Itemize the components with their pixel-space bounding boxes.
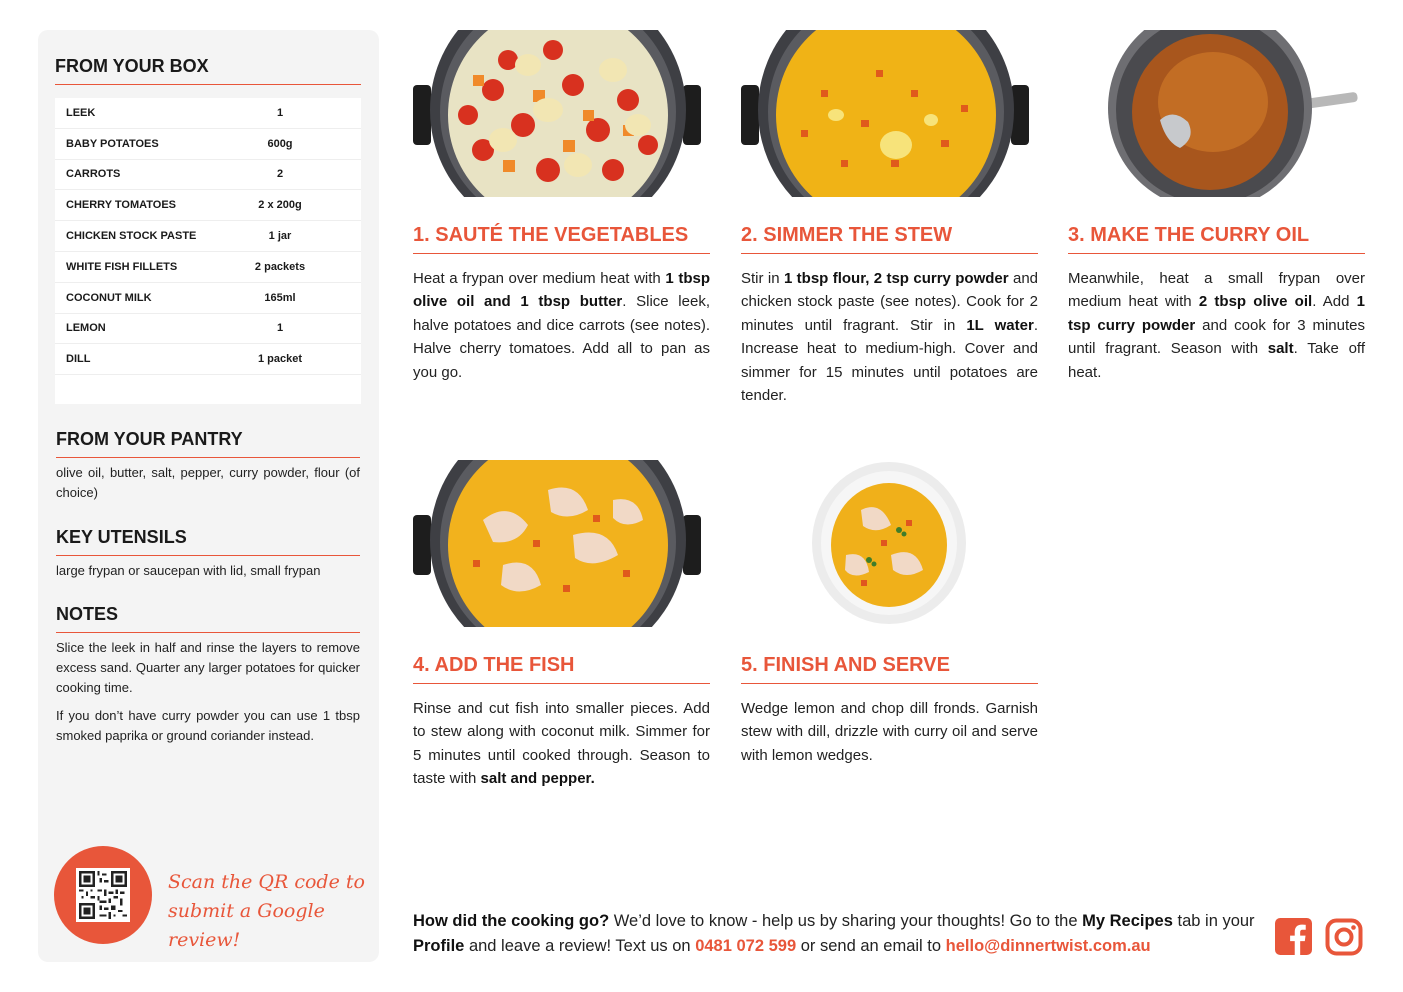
ingredient-name: CARROTS bbox=[66, 168, 121, 181]
qr-caption-line-2: submit a Google review! bbox=[168, 900, 325, 951]
ingredient-qty: 2 x 200g bbox=[258, 199, 302, 212]
step-3-text bbox=[1068, 267, 1365, 384]
step-4-text-part: Rinse and cut fish into smaller pieces. Add to stew along with coconut milk. Simmer for 5 minutes until cooked through. Season to taste with bbox=[413, 700, 710, 788]
my-recipes-link: My Recipes bbox=[1082, 912, 1173, 930]
footer-text-part: or send an email to bbox=[796, 937, 946, 955]
table-row bbox=[55, 344, 361, 375]
ingredient-name: CHERRY TOMATOES bbox=[66, 199, 177, 212]
ingredients-table bbox=[55, 98, 361, 404]
ingredient-name: LEMON bbox=[66, 322, 106, 335]
step-1-text bbox=[413, 267, 710, 384]
footer-review-text bbox=[413, 909, 1258, 959]
step-2-text bbox=[741, 267, 1038, 407]
table-row bbox=[55, 314, 361, 345]
ingredient-qty: 165ml bbox=[264, 291, 296, 304]
step-2-heading: 2. SIMMER THE STEW bbox=[741, 224, 1038, 254]
ingredient-name: DILL bbox=[66, 353, 91, 366]
step-2-text-part: and chicken stock paste (see notes). Cook for 2 minutes until fragrant. Stir in bbox=[741, 270, 1038, 334]
qr-caption-line-1: Scan the QR code to bbox=[168, 871, 365, 893]
table-row bbox=[55, 190, 361, 221]
step-3-photo bbox=[1068, 30, 1365, 197]
ingredient-qty: 1 jar bbox=[268, 230, 292, 243]
step-2-text-part: . Increase heat to medium-high. Cover and simmer for 15 minutes until potatoes are tender. bbox=[741, 316, 1038, 405]
step-3-text-part: Meanwhile, heat a small frypan over medium heat with bbox=[1068, 270, 1365, 311]
step-5-photo bbox=[741, 460, 1038, 627]
table-row bbox=[55, 283, 361, 314]
step-3-bold: 1 tsp curry powder bbox=[1068, 293, 1365, 334]
ingredient-qty: 1 bbox=[276, 322, 284, 335]
ingredient-name: WHITE FISH FILLETS bbox=[66, 260, 178, 273]
ingredient-qty: 600g bbox=[267, 137, 293, 150]
profile-link: Profile bbox=[413, 937, 465, 955]
table-row bbox=[55, 98, 361, 129]
ingredient-name: CHICKEN STOCK PASTE bbox=[66, 230, 197, 243]
email-link[interactable]: hello@dinnertwist.com.au bbox=[945, 937, 1151, 955]
step-1-text-part: Heat a frypan over medium heat with bbox=[413, 270, 666, 287]
step-1-heading: 1. SAUTÉ THE VEGETABLES bbox=[413, 224, 710, 254]
ingredient-qty: 1 packet bbox=[257, 353, 303, 366]
facebook-icon[interactable] bbox=[1275, 918, 1313, 956]
notes-paragraph-1: Slice the leek in half and rinse the layers to remove excess sand. Quarter any larger potatoes for quicker cooking time. bbox=[56, 640, 360, 695]
table-row bbox=[55, 252, 361, 283]
step-1-bold: 1 tbsp olive oil and 1 tbsp butter bbox=[413, 270, 710, 311]
step-3-text-part: . Take off heat. bbox=[1068, 340, 1365, 381]
ingredient-qty: 2 packets bbox=[254, 260, 306, 273]
step-1-text-part: . Slice leek, halve potatoes and dice carrots (see notes). Halve cherry tomatoes. Add all to pan as you go. bbox=[413, 293, 710, 381]
footer-text-part: tab in your bbox=[1172, 912, 1255, 930]
step-3-bold: 2 tbsp olive oil bbox=[1198, 293, 1313, 311]
table-row bbox=[55, 129, 361, 160]
step-3-bold: salt bbox=[1267, 340, 1294, 358]
instagram-icon[interactable] bbox=[1325, 918, 1363, 956]
step-5-text-part: Wedge lemon and chop dill fronds. Garnish stew with dill, drizzle with curry oil and serve with lemon wedges. bbox=[741, 700, 1038, 764]
step-3-text-part: and cook for 3 minutes until fragrant. Season with bbox=[1068, 316, 1365, 358]
qr-code[interactable] bbox=[76, 868, 130, 922]
step-2-bold: 1L water bbox=[966, 316, 1034, 334]
notes-heading: NOTES bbox=[56, 604, 360, 633]
footer-bold: How did the cooking go? bbox=[413, 912, 610, 930]
step-4-heading: 4. ADD THE FISH bbox=[413, 654, 710, 684]
step-3-heading: 3. MAKE THE CURRY OIL bbox=[1068, 224, 1365, 254]
qr-badge bbox=[54, 846, 152, 944]
table-row bbox=[55, 160, 361, 191]
ingredient-name: LEEK bbox=[66, 106, 96, 119]
step-1-photo bbox=[413, 30, 710, 197]
step-5-heading: 5. FINISH AND SERVE bbox=[741, 654, 1038, 684]
step-2-text-part: Stir in bbox=[741, 270, 784, 287]
pantry-text: olive oil, butter, salt, pepper, curry powder, flour (of choice) bbox=[56, 465, 360, 500]
step-4-bold: salt and pepper. bbox=[480, 770, 595, 788]
pantry-heading: FROM YOUR PANTRY bbox=[56, 429, 360, 458]
step-4-text bbox=[413, 697, 710, 791]
from-box-heading: FROM YOUR BOX bbox=[55, 56, 361, 85]
table-row bbox=[55, 221, 361, 252]
ingredient-qty: 2 bbox=[276, 168, 284, 181]
sidebar bbox=[38, 30, 379, 962]
ingredient-qty: 1 bbox=[276, 106, 284, 119]
step-5-text bbox=[741, 697, 1038, 767]
step-3-text-part: . Add bbox=[1312, 293, 1357, 311]
phone-link[interactable]: 0481 072 599 bbox=[695, 937, 797, 955]
notes-paragraph-2: If you don’t have curry powder you can use 1 tbsp smoked paprika or ground coriander instead. bbox=[56, 708, 360, 743]
step-2-photo bbox=[741, 30, 1038, 197]
step-4-photo bbox=[413, 460, 710, 627]
utensils-heading: KEY UTENSILS bbox=[56, 527, 360, 556]
ingredient-name: BABY POTATOES bbox=[66, 137, 159, 150]
utensils-text: large frypan or saucepan with lid, small frypan bbox=[56, 563, 321, 578]
qr-caption bbox=[168, 868, 368, 955]
ingredient-name: COCONUT MILK bbox=[66, 291, 152, 304]
step-2-bold: 1 tbsp flour, 2 tsp curry powder bbox=[783, 270, 1009, 287]
footer-text-part: We’d love to know - help us by sharing your thoughts! Go to the bbox=[609, 912, 1083, 930]
footer-text-part: and leave a review! Text us on bbox=[464, 937, 696, 955]
